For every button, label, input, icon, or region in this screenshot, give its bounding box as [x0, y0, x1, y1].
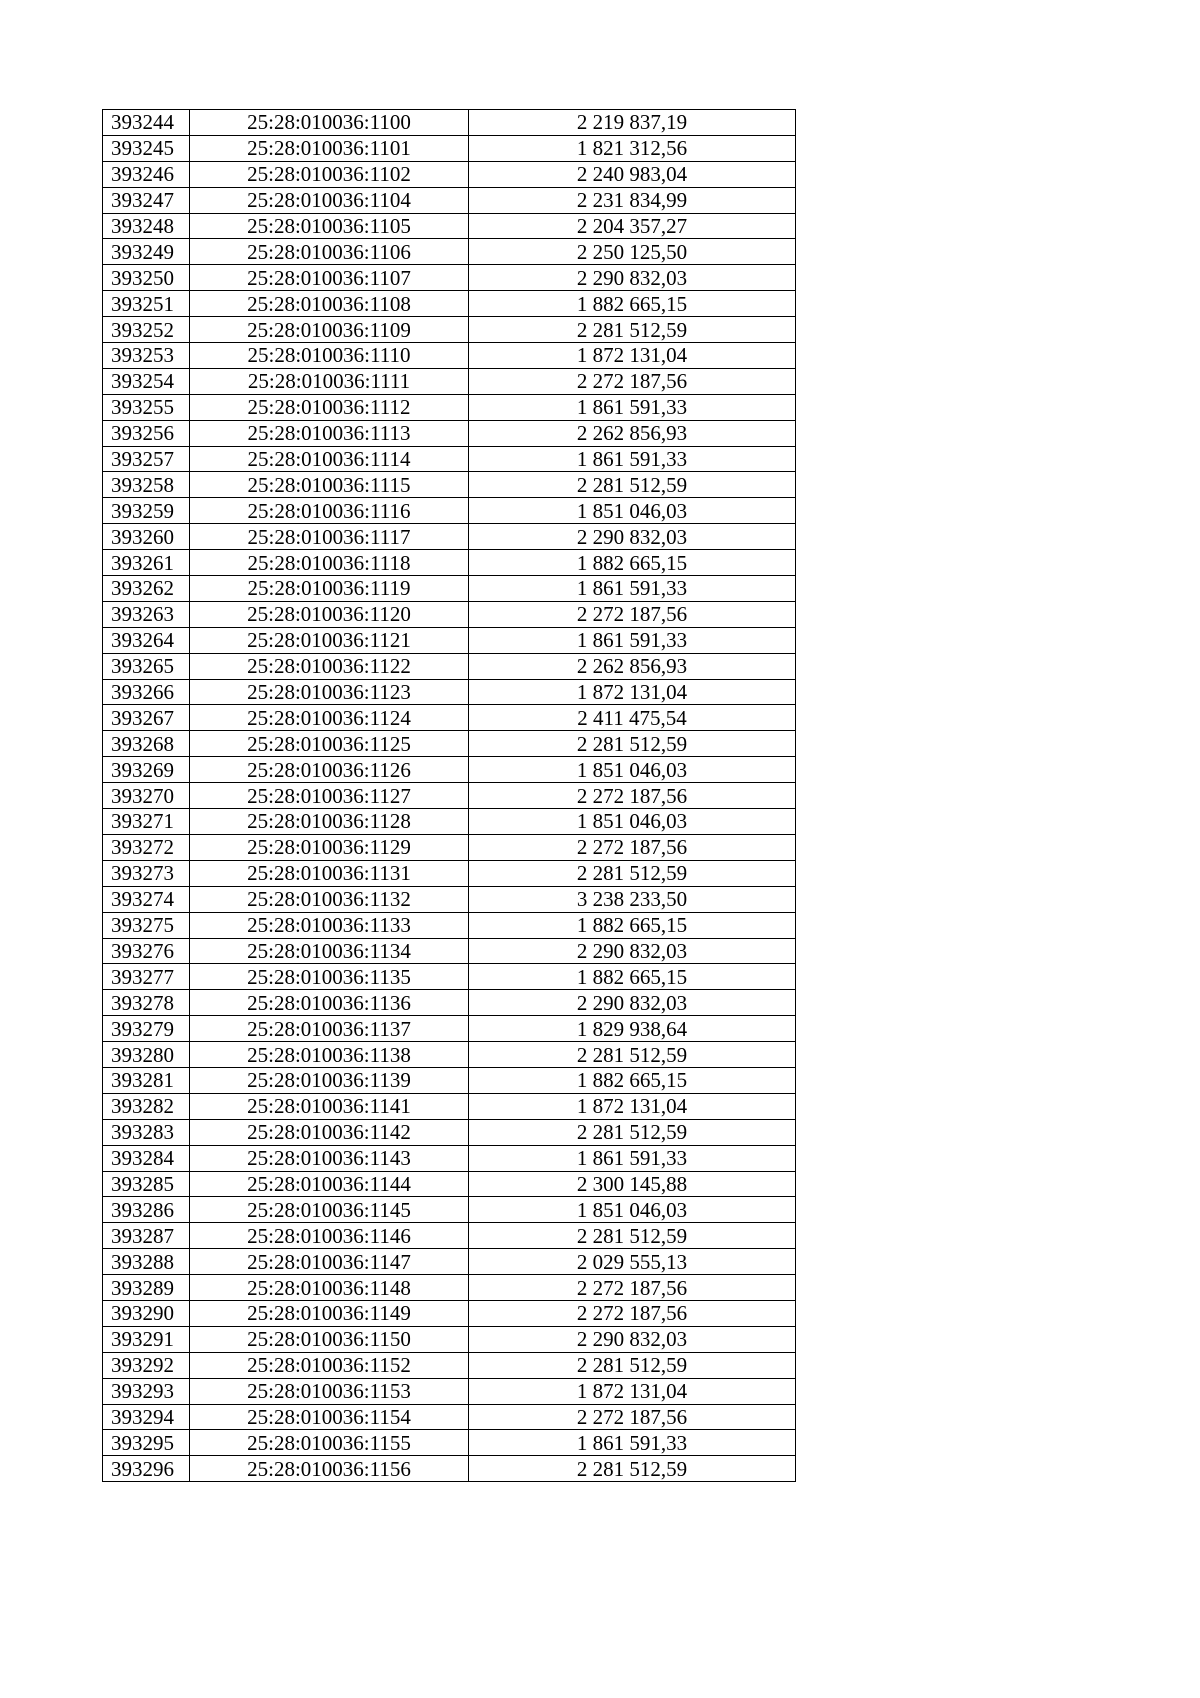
- cadastral-number-cell: 25:28:010036:1116: [190, 498, 469, 524]
- row-number-cell: 393295: [103, 1430, 190, 1456]
- cadastral-number-cell: 25:28:010036:1138: [190, 1042, 469, 1068]
- table-row: [103, 1067, 796, 1093]
- table-row: [103, 161, 796, 187]
- row-number-cell: 393280: [103, 1042, 190, 1068]
- table-row: [103, 990, 796, 1016]
- table-row: [103, 1275, 796, 1301]
- cadastral-value-cell: 2 231 834,99: [469, 187, 796, 213]
- row-number-cell: 393259: [103, 498, 190, 524]
- cadastral-number-cell: 25:28:010036:1102: [190, 161, 469, 187]
- cadastral-value-cell: 1 882 665,15: [469, 964, 796, 990]
- cadastral-number-cell: 25:28:010036:1117: [190, 524, 469, 550]
- cadastral-value-cell: 2 281 512,59: [469, 472, 796, 498]
- row-number-cell: 393254: [103, 368, 190, 394]
- table-row: [103, 1300, 796, 1326]
- cadastral-number-cell: 25:28:010036:1110: [190, 343, 469, 369]
- table-row: [103, 653, 796, 679]
- cadastral-number-cell: 25:28:010036:1152: [190, 1352, 469, 1378]
- cadastral-value-cell: 1 829 938,64: [469, 1016, 796, 1042]
- cadastral-value-cell: 1 851 046,03: [469, 1197, 796, 1223]
- row-number-cell: 393260: [103, 524, 190, 550]
- table-row: [103, 860, 796, 886]
- cadastral-number-cell: 25:28:010036:1107: [190, 265, 469, 291]
- table-row: [103, 705, 796, 731]
- cadastral-number-cell: 25:28:010036:1156: [190, 1456, 469, 1482]
- row-number-cell: 393256: [103, 420, 190, 446]
- cadastral-value-cell: 2 411 475,54: [469, 705, 796, 731]
- cadastral-number-cell: 25:28:010036:1125: [190, 731, 469, 757]
- table-row: [103, 886, 796, 912]
- cadastral-number-cell: 25:28:010036:1147: [190, 1249, 469, 1275]
- cadastral-number-cell: 25:28:010036:1132: [190, 886, 469, 912]
- row-number-cell: 393285: [103, 1171, 190, 1197]
- row-number-cell: 393294: [103, 1404, 190, 1430]
- row-number-cell: 393278: [103, 990, 190, 1016]
- table-row: [103, 679, 796, 705]
- table-row: [103, 1404, 796, 1430]
- cadastral-value-cell: 2 272 187,56: [469, 368, 796, 394]
- cadastral-number-cell: 25:28:010036:1153: [190, 1378, 469, 1404]
- cadastral-number-cell: 25:28:010036:1131: [190, 860, 469, 886]
- cadastral-number-cell: 25:28:010036:1133: [190, 912, 469, 938]
- cadastral-number-cell: 25:28:010036:1122: [190, 653, 469, 679]
- cadastral-value-cell: 2 300 145,88: [469, 1171, 796, 1197]
- row-number-cell: 393250: [103, 265, 190, 291]
- row-number-cell: 393263: [103, 601, 190, 627]
- table-row: [103, 964, 796, 990]
- cadastral-number-cell: 25:28:010036:1144: [190, 1171, 469, 1197]
- table-row: [103, 601, 796, 627]
- table-body: [103, 110, 796, 1482]
- cadastral-value-cell: 1 861 591,33: [469, 1145, 796, 1171]
- row-number-cell: 393282: [103, 1093, 190, 1119]
- cadastral-number-cell: 25:28:010036:1150: [190, 1326, 469, 1352]
- row-number-cell: 393274: [103, 886, 190, 912]
- table-row: [103, 239, 796, 265]
- row-number-cell: 393284: [103, 1145, 190, 1171]
- row-number-cell: 393283: [103, 1119, 190, 1145]
- row-number-cell: 393264: [103, 627, 190, 653]
- table-row: [103, 472, 796, 498]
- cadastral-value-cell: 1 861 591,33: [469, 576, 796, 602]
- table-row: [103, 420, 796, 446]
- table-row: [103, 213, 796, 239]
- table-row: [103, 731, 796, 757]
- table-row: [103, 550, 796, 576]
- row-number-cell: 393276: [103, 938, 190, 964]
- cadastral-value-cell: 2 272 187,56: [469, 1275, 796, 1301]
- table-row: [103, 1223, 796, 1249]
- cadastral-value-cell: 2 272 187,56: [469, 601, 796, 627]
- cadastral-value-cell: 2 281 512,59: [469, 860, 796, 886]
- row-number-cell: 393265: [103, 653, 190, 679]
- cadastral-number-cell: 25:28:010036:1137: [190, 1016, 469, 1042]
- cadastral-value-cell: 1 851 046,03: [469, 809, 796, 835]
- cadastral-value-cell: 2 204 357,27: [469, 213, 796, 239]
- row-number-cell: 393258: [103, 472, 190, 498]
- cadastral-number-cell: 25:28:010036:1118: [190, 550, 469, 576]
- cadastral-number-cell: 25:28:010036:1139: [190, 1067, 469, 1093]
- cadastral-number-cell: 25:28:010036:1111: [190, 368, 469, 394]
- table-row: [103, 265, 796, 291]
- table-row: [103, 110, 796, 136]
- row-number-cell: 393296: [103, 1456, 190, 1482]
- row-number-cell: 393257: [103, 446, 190, 472]
- row-number-cell: 393292: [103, 1352, 190, 1378]
- row-number-cell: 393244: [103, 110, 190, 136]
- table-row: [103, 912, 796, 938]
- cadastral-number-cell: 25:28:010036:1126: [190, 757, 469, 783]
- row-number-cell: 393261: [103, 550, 190, 576]
- table-row: [103, 1456, 796, 1482]
- cadastral-value-cell: 2 250 125,50: [469, 239, 796, 265]
- cadastral-number-cell: 25:28:010036:1127: [190, 783, 469, 809]
- table-row: [103, 783, 796, 809]
- row-number-cell: 393281: [103, 1067, 190, 1093]
- cadastral-value-cell: 1 861 591,33: [469, 1430, 796, 1456]
- row-number-cell: 393253: [103, 343, 190, 369]
- table-row: [103, 446, 796, 472]
- table-row: [103, 1352, 796, 1378]
- row-number-cell: 393291: [103, 1326, 190, 1352]
- cadastral-number-cell: 25:28:010036:1100: [190, 110, 469, 136]
- cadastral-value-table: [102, 109, 796, 1482]
- cadastral-number-cell: 25:28:010036:1105: [190, 213, 469, 239]
- cadastral-number-cell: 25:28:010036:1112: [190, 394, 469, 420]
- table-row: [103, 627, 796, 653]
- cadastral-number-cell: 25:28:010036:1101: [190, 135, 469, 161]
- table-row: [103, 524, 796, 550]
- row-number-cell: 393251: [103, 291, 190, 317]
- table-row: [103, 1430, 796, 1456]
- cadastral-value-cell: 2 290 832,03: [469, 990, 796, 1016]
- table-row: [103, 938, 796, 964]
- table-row: [103, 1145, 796, 1171]
- row-number-cell: 393268: [103, 731, 190, 757]
- cadastral-value-cell: 2 272 187,56: [469, 834, 796, 860]
- cadastral-number-cell: 25:28:010036:1114: [190, 446, 469, 472]
- table-row: [103, 757, 796, 783]
- cadastral-value-cell: 2 290 832,03: [469, 1326, 796, 1352]
- row-number-cell: 393289: [103, 1275, 190, 1301]
- row-number-cell: 393272: [103, 834, 190, 860]
- cadastral-value-cell: 2 272 187,56: [469, 1300, 796, 1326]
- table-row: [103, 135, 796, 161]
- cadastral-value-cell: 1 882 665,15: [469, 1067, 796, 1093]
- table-row: [103, 1093, 796, 1119]
- row-number-cell: 393267: [103, 705, 190, 731]
- table-row: [103, 809, 796, 835]
- cadastral-value-cell: 1 872 131,04: [469, 1378, 796, 1404]
- cadastral-number-cell: 25:28:010036:1154: [190, 1404, 469, 1430]
- cadastral-value-cell: 1 851 046,03: [469, 498, 796, 524]
- cadastral-number-cell: 25:28:010036:1106: [190, 239, 469, 265]
- cadastral-number-cell: 25:28:010036:1146: [190, 1223, 469, 1249]
- row-number-cell: 393288: [103, 1249, 190, 1275]
- table-row: [103, 1042, 796, 1068]
- table-row: [103, 1378, 796, 1404]
- cadastral-value-cell: 2 219 837,19: [469, 110, 796, 136]
- cadastral-number-cell: 25:28:010036:1148: [190, 1275, 469, 1301]
- cadastral-number-cell: 25:28:010036:1145: [190, 1197, 469, 1223]
- cadastral-value-cell: 2 281 512,59: [469, 317, 796, 343]
- row-number-cell: 393275: [103, 912, 190, 938]
- cadastral-number-cell: 25:28:010036:1119: [190, 576, 469, 602]
- cadastral-value-cell: 2 290 832,03: [469, 265, 796, 291]
- cadastral-value-cell: 1 861 591,33: [469, 394, 796, 420]
- cadastral-value-cell: 1 882 665,15: [469, 912, 796, 938]
- table-row: [103, 394, 796, 420]
- cadastral-value-cell: 1 872 131,04: [469, 1093, 796, 1119]
- cadastral-value-cell: 2 281 512,59: [469, 1456, 796, 1482]
- table-row: [103, 317, 796, 343]
- cadastral-number-cell: 25:28:010036:1129: [190, 834, 469, 860]
- table-row: [103, 187, 796, 213]
- cadastral-value-cell: 1 821 312,56: [469, 135, 796, 161]
- row-number-cell: 393245: [103, 135, 190, 161]
- table-row: [103, 1171, 796, 1197]
- row-number-cell: 393248: [103, 213, 190, 239]
- table-row: [103, 1197, 796, 1223]
- row-number-cell: 393262: [103, 576, 190, 602]
- cadastral-value-cell: 2 262 856,93: [469, 653, 796, 679]
- cadastral-value-cell: 2 281 512,59: [469, 1352, 796, 1378]
- row-number-cell: 393290: [103, 1300, 190, 1326]
- cadastral-value-cell: 2 281 512,59: [469, 1119, 796, 1145]
- cadastral-value-cell: 1 872 131,04: [469, 679, 796, 705]
- table-row: [103, 1119, 796, 1145]
- cadastral-value-cell: 3 238 233,50: [469, 886, 796, 912]
- cadastral-value-cell: 1 861 591,33: [469, 446, 796, 472]
- cadastral-value-cell: 1 872 131,04: [469, 343, 796, 369]
- cadastral-number-cell: 25:28:010036:1115: [190, 472, 469, 498]
- cadastral-value-cell: 2 281 512,59: [469, 1223, 796, 1249]
- row-number-cell: 393247: [103, 187, 190, 213]
- table-row: [103, 291, 796, 317]
- row-number-cell: 393271: [103, 809, 190, 835]
- cadastral-number-cell: 25:28:010036:1135: [190, 964, 469, 990]
- row-number-cell: 393249: [103, 239, 190, 265]
- cadastral-value-cell: 2 290 832,03: [469, 524, 796, 550]
- cadastral-number-cell: 25:28:010036:1143: [190, 1145, 469, 1171]
- table-row: [103, 1249, 796, 1275]
- cadastral-number-cell: 25:28:010036:1113: [190, 420, 469, 446]
- table-row: [103, 576, 796, 602]
- row-number-cell: 393286: [103, 1197, 190, 1223]
- cadastral-value-cell: 2 272 187,56: [469, 1404, 796, 1430]
- row-number-cell: 393266: [103, 679, 190, 705]
- cadastral-value-cell: 2 029 555,13: [469, 1249, 796, 1275]
- cadastral-number-cell: 25:28:010036:1149: [190, 1300, 469, 1326]
- row-number-cell: 393270: [103, 783, 190, 809]
- cadastral-value-cell: 2 281 512,59: [469, 1042, 796, 1068]
- cadastral-number-cell: 25:28:010036:1121: [190, 627, 469, 653]
- table-row: [103, 498, 796, 524]
- cadastral-value-cell: 1 882 665,15: [469, 291, 796, 317]
- cadastral-number-cell: 25:28:010036:1136: [190, 990, 469, 1016]
- row-number-cell: 393277: [103, 964, 190, 990]
- row-number-cell: 393255: [103, 394, 190, 420]
- row-number-cell: 393252: [103, 317, 190, 343]
- row-number-cell: 393269: [103, 757, 190, 783]
- cadastral-value-cell: 1 851 046,03: [469, 757, 796, 783]
- cadastral-value-cell: 2 281 512,59: [469, 731, 796, 757]
- cadastral-value-cell: 2 290 832,03: [469, 938, 796, 964]
- cadastral-number-cell: 25:28:010036:1142: [190, 1119, 469, 1145]
- cadastral-number-cell: 25:28:010036:1109: [190, 317, 469, 343]
- table-row: [103, 1326, 796, 1352]
- cadastral-number-cell: 25:28:010036:1120: [190, 601, 469, 627]
- cadastral-number-cell: 25:28:010036:1128: [190, 809, 469, 835]
- cadastral-number-cell: 25:28:010036:1141: [190, 1093, 469, 1119]
- table-row: [103, 368, 796, 394]
- row-number-cell: 393273: [103, 860, 190, 886]
- row-number-cell: 393293: [103, 1378, 190, 1404]
- table-row: [103, 1016, 796, 1042]
- cadastral-number-cell: 25:28:010036:1108: [190, 291, 469, 317]
- table-row: [103, 343, 796, 369]
- cadastral-value-cell: 2 240 983,04: [469, 161, 796, 187]
- cadastral-value-cell: 2 272 187,56: [469, 783, 796, 809]
- row-number-cell: 393287: [103, 1223, 190, 1249]
- cadastral-number-cell: 25:28:010036:1124: [190, 705, 469, 731]
- row-number-cell: 393246: [103, 161, 190, 187]
- cadastral-number-cell: 25:28:010036:1134: [190, 938, 469, 964]
- table-row: [103, 834, 796, 860]
- cadastral-value-cell: 1 861 591,33: [469, 627, 796, 653]
- cadastral-value-cell: 1 882 665,15: [469, 550, 796, 576]
- cadastral-number-cell: 25:28:010036:1155: [190, 1430, 469, 1456]
- cadastral-number-cell: 25:28:010036:1123: [190, 679, 469, 705]
- cadastral-value-cell: 2 262 856,93: [469, 420, 796, 446]
- row-number-cell: 393279: [103, 1016, 190, 1042]
- cadastral-number-cell: 25:28:010036:1104: [190, 187, 469, 213]
